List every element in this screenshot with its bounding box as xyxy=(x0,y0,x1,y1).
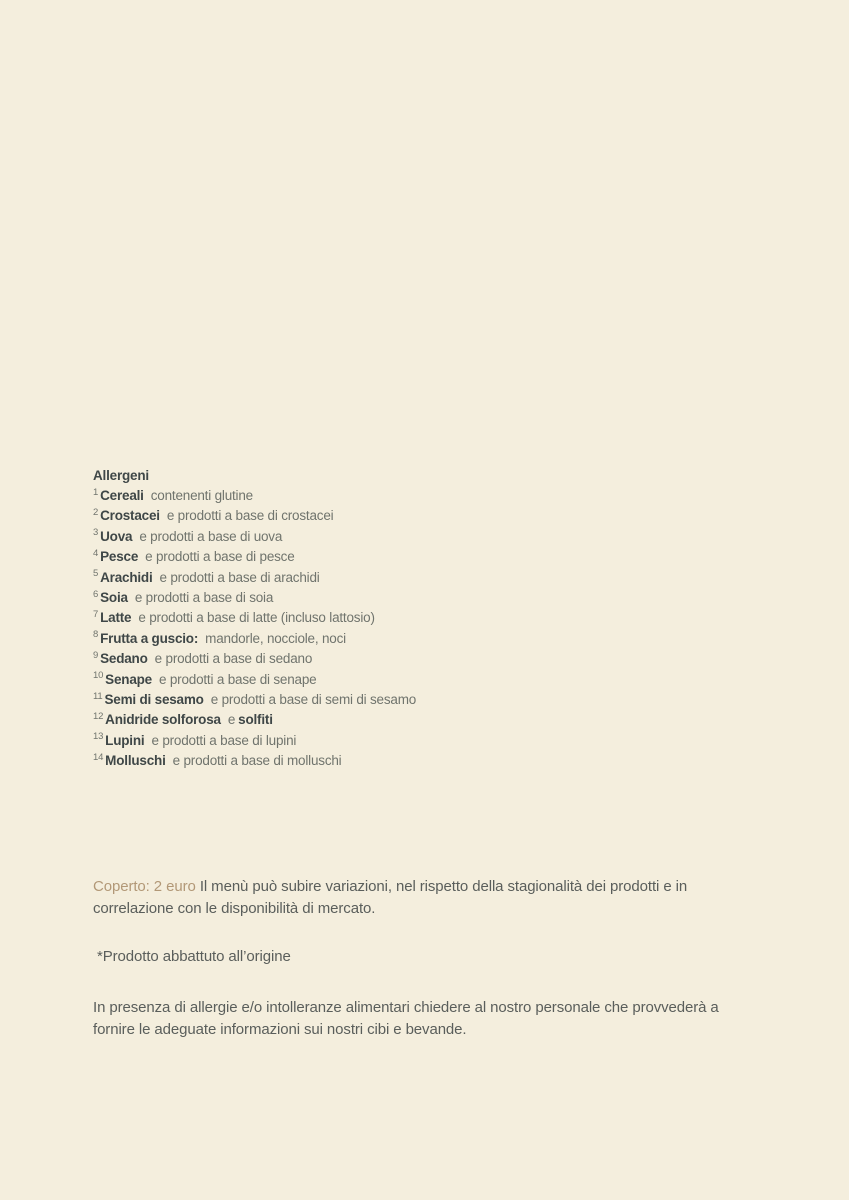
allergen-item xyxy=(93,608,416,628)
allergen-number: 9 xyxy=(93,649,99,661)
allergen-desc: e prodotti a base di latte (incluso lattosio) xyxy=(138,610,375,626)
allergen-name: Uova xyxy=(100,528,133,544)
allergen-item xyxy=(93,670,416,690)
allergen-item xyxy=(93,527,416,547)
allergen-desc-bold: solfiti xyxy=(238,712,273,728)
allergen-name: Frutta a guscio: xyxy=(100,630,199,646)
allergen-item xyxy=(93,690,416,710)
allergen-item xyxy=(93,588,416,608)
allergen-name: Latte xyxy=(100,610,132,626)
allergen-name: Semi di sesamo xyxy=(104,692,204,708)
allergen-desc: e xyxy=(227,712,236,728)
allergen-number: 4 xyxy=(93,547,99,559)
allergen-item xyxy=(93,547,416,567)
frozen-product-note: *Prodotto abbattuto all’origine xyxy=(97,948,291,965)
allergen-item xyxy=(93,710,416,730)
allergen-desc: mandorle, nocciole, noci xyxy=(205,630,346,646)
allergen-number: 7 xyxy=(93,608,99,620)
allergen-name: Soia xyxy=(100,590,128,606)
allergen-desc: e prodotti a base di semi di sesamo xyxy=(210,692,417,708)
allergen-number: 12 xyxy=(93,710,104,722)
allergen-name: Arachidi xyxy=(100,569,153,585)
allergy-notice: In presenza di allergie e/o intolleranze alimentari chiedere al nostro personale che provvederà a fornire le adeguate informazioni sui nostri cibi e bevande. xyxy=(93,999,719,1038)
coperto-label: Coperto: 2 euro xyxy=(93,878,196,895)
allergen-name: Lupini xyxy=(105,732,145,748)
allergen-number: 1 xyxy=(93,486,99,498)
allergen-number: 11 xyxy=(93,690,103,702)
allergen-name: Molluschi xyxy=(105,753,166,769)
allergen-name: Senape xyxy=(105,671,152,687)
allergen-name: Sedano xyxy=(100,651,148,667)
coperto-text: Il menù può subire variazioni, nel rispetto della stagionalità dei prodotti e in correlazione con le disponibilità di mercato. xyxy=(93,878,688,917)
allergen-number: 2 xyxy=(93,506,99,518)
allergen-desc: contenenti glutine xyxy=(150,488,253,503)
allergen-desc: e prodotti a base di molluschi xyxy=(172,753,342,769)
allergen-item xyxy=(93,506,416,526)
allergen-name: Anidride solforosa xyxy=(105,712,221,728)
coperto-note xyxy=(93,876,755,919)
allergen-desc: e prodotti a base di lupini xyxy=(151,732,297,748)
allergen-desc: e prodotti a base di crostacei xyxy=(166,508,334,524)
allergen-name: Cereali xyxy=(100,488,144,503)
allergen-number: 6 xyxy=(93,588,99,600)
allergen-item xyxy=(93,751,416,771)
allergen-item xyxy=(93,568,416,588)
allergen-number: 14 xyxy=(93,751,104,763)
allergen-name: Pesce xyxy=(100,549,139,565)
allergen-desc: e prodotti a base di pesce xyxy=(145,549,295,565)
allergen-desc: e prodotti a base di senape xyxy=(159,671,317,687)
allergen-name: Crostacei xyxy=(100,508,160,524)
allergen-number: 3 xyxy=(93,527,99,539)
allergen-item xyxy=(93,649,416,669)
allergen-number: 13 xyxy=(93,731,104,743)
allergen-item xyxy=(93,731,416,751)
allergen-number: 5 xyxy=(93,568,99,580)
allergens-title: Allergeni xyxy=(93,468,149,483)
allergen-desc: e prodotti a base di soia xyxy=(134,590,274,606)
allergen-number: 8 xyxy=(93,629,99,641)
allergen-item xyxy=(93,629,416,649)
allergen-item xyxy=(93,486,416,506)
allergen-desc: e prodotti a base di arachidi xyxy=(159,569,320,585)
allergens-section xyxy=(93,466,416,772)
allergen-desc: e prodotti a base di uova xyxy=(139,528,283,544)
allergens-list xyxy=(93,486,416,772)
allergen-desc: e prodotti a base di sedano xyxy=(154,651,313,667)
allergen-number: 10 xyxy=(93,670,104,682)
